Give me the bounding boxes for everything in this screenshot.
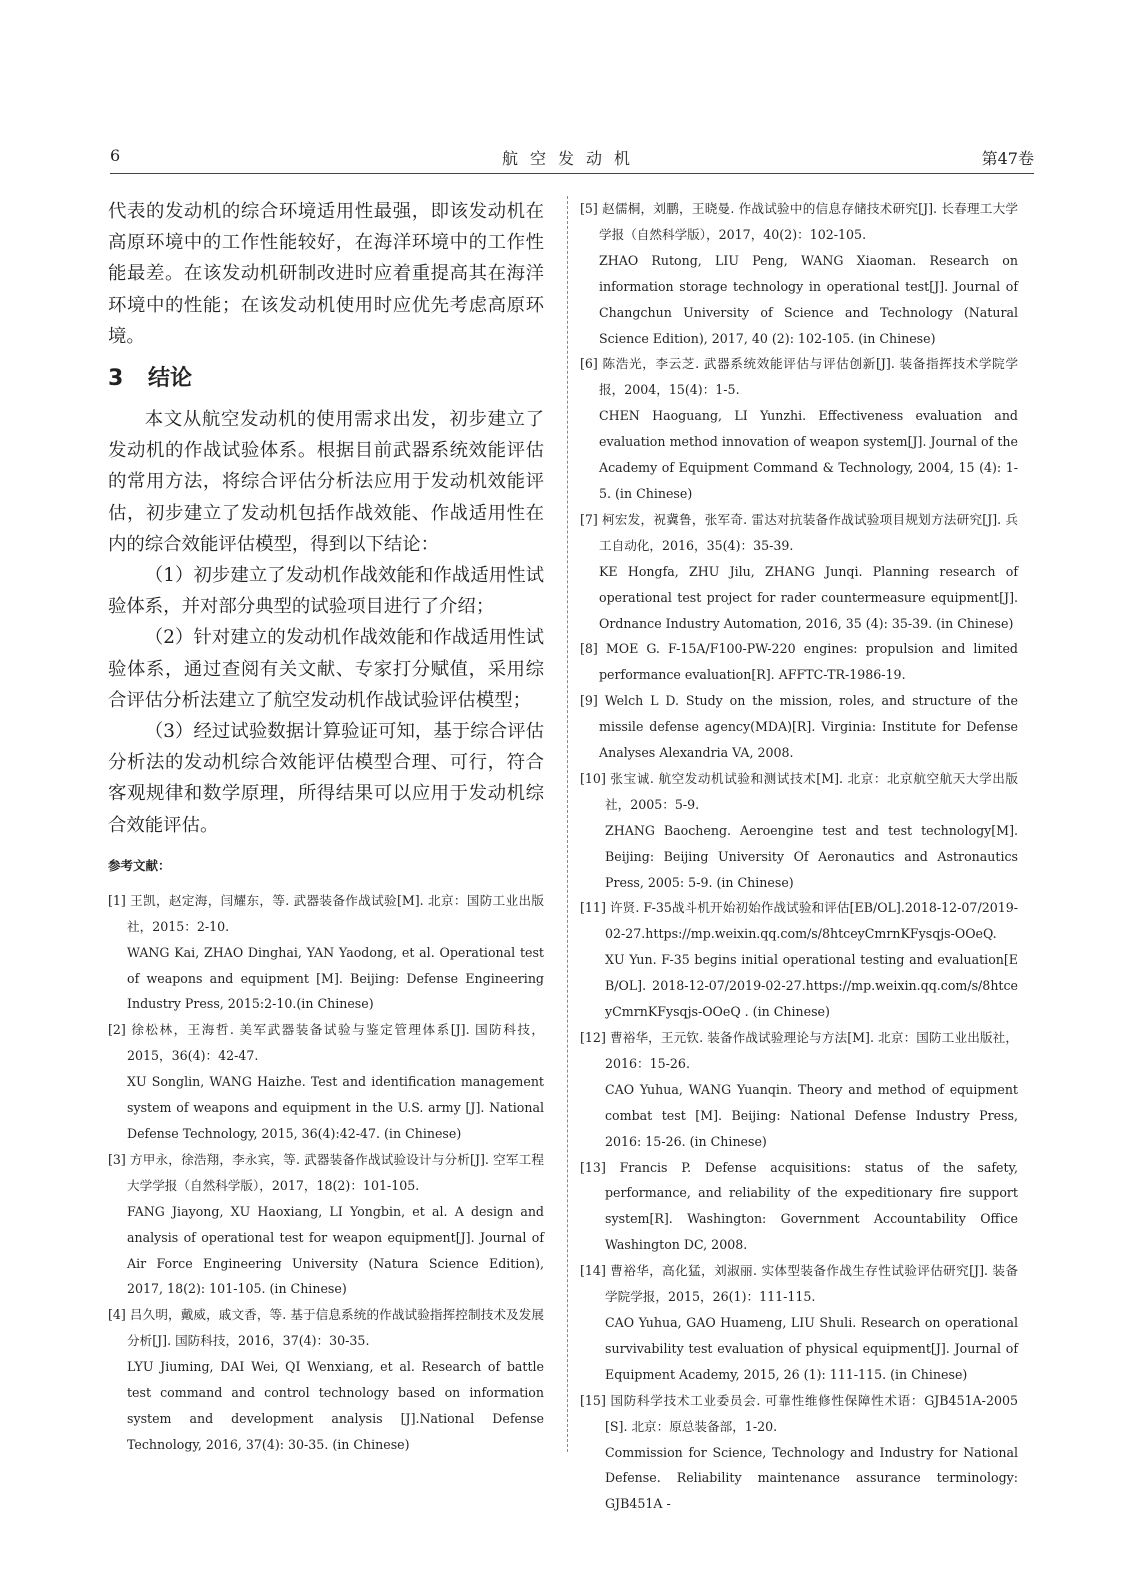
right-column [580, 196, 1018, 1517]
reference-item-english: XU Yun. F-35 begins initial operational testing and evaluation[EB/OL]. 2018-12-07/2019-02-27.https://mp.weixin.qq.com/s/8htceyCmrnKFysqjs-OOeQ . (in Chinese) [605, 952, 1018, 1020]
section-number: 3 [108, 366, 124, 392]
reference-item: [12] 曹裕华，王元钦. 装备作战试验理论与方法[M]. 北京：国防工业出版社，2016：15-26. [580, 1030, 1018, 1071]
paragraph: 本文从航空发动机的使用需求出发，初步建立了发动机的作战试验体系。根据目前武器系统效能评估的常用方法，将综合评估分析法应用于发动机效能评估，初步建立了发动机包括作战效能、作战适用性在内的综合效能评估模型，得到以下结论： [108, 409, 544, 555]
reference-item-english: FANG Jiayong, XU Haoxiang, LI Yongbin, et al. A design and analysis of operational test for weapon equipment[J]. Journal of Air Force Engineering University (Natura Science Edition), 2017, 18(2): 101-105. (in Chinese) [127, 1203, 544, 1297]
references-title: 参考文献： [108, 857, 171, 873]
body-text [108, 196, 544, 352]
reference-item-english: ZHAO Rutong, LIU Peng, WANG Xiaoman. Research on information storage technology in operational test[J]. Journal of Changchun University of Science and Technology (Natural Science Edition), 2017, 40 (2): 102-105. (in Chinese) [599, 252, 1018, 346]
volume-label: 第47卷 [981, 149, 1034, 168]
reference-item: [1] 王凯，赵定海，闫耀东，等. 武器装备作战试验[M]. 北京：国防工业出版社，2015：2-10. [108, 892, 544, 934]
reference-item-english: CAO Yuhua, WANG Yuanqin. Theory and method of equipment combat test [M]. Beijing: National Defense Industry Press, 2016: 15-26. (in Chinese) [605, 1081, 1018, 1149]
reference-item-english: CHEN Haoguang, LI Yunzhi. Effectiveness evaluation and evaluation method innovation of weapon system[J]. Journal of the Academy of Equipment Command & Technology, 2004, 15 (4): 1-5. (in Chinese) [599, 408, 1018, 501]
reference-item: [8] MOE G. F-15A/F100-PW-220 engines: propulsion and limited performance evaluation[R]. AFFTC-TR-1986-19. [580, 641, 1018, 683]
reference-item: [2] 徐松林，王海哲. 美军武器装备试验与鉴定管理体系[J]. 国防科技，2015，36(4)：42-47. [108, 1022, 544, 1064]
page-header [110, 144, 1034, 174]
reference-item-english: KE Hongfa, ZHU Jilu, ZHANG Junqi. Planning research of operational test project for rader countermeasure equipment[J]. Ordnance Industry Automation, 2016, 35 (4): 35-39. (in Chinese) [599, 563, 1018, 631]
reference-item: [13] Francis P. Defense acquisitions: status of the safety, performance, and reliability of the expeditionary fire support system[R]. Washington: Government Accountability Office Washington DC, 2008. [580, 1159, 1018, 1253]
paragraph: 代表的发动机的综合环境适用性最强，即该发动机在高原环境中的工作性能较好，在海洋环境中的工作性能最差。在该发动机研制改进时应着重提高其在海洋环境中的性能；在该发动机使用时应优先考虑高原环境。 [108, 201, 544, 347]
left-column [108, 196, 544, 1458]
reference-item-english: ZHANG Baocheng. Aeroengine test and test technology[M]. Beijing: Beijing University Of Aeronautics and Astronautics Press, 2005: 5-9. (in Chinese) [605, 822, 1018, 890]
reference-item: [10] 张宝诚. 航空发动机试验和测试技术[M]. 北京：北京航空航天大学出版社，2005：5-9. [580, 770, 1018, 812]
reference-item: [9] Welch L D. Study on the mission, roles, and structure of the missile defense agency(MDA)[R]. Virginia: Institute for Defense Analyses Alexandria VA, 2008. [580, 693, 1018, 761]
column-divider [567, 196, 568, 1452]
reference-item-english: LYU Jiuming, DAI Wei, QI Wenxiang, et al. Research of battle test command and control technology based on information system and development analysis [J].National Defense Technology, 2016, 37(4): 30-35. (in Chinese) [127, 1359, 544, 1452]
reference-item: [14] 曹裕华，高化猛，刘淑丽. 实体型装备作战生存性试验评估研究[J]. 装备学院学报，2015，26(1)：111-115. [580, 1263, 1018, 1305]
reference-item: [4] 吕久明，戴威，戚文香，等. 基于信息系统的作战试验指挥控制技术及发展分析[J]. 国防科技，2016，37(4)：30-35. [108, 1307, 544, 1349]
page-number: 6 [110, 146, 121, 165]
reference-item-english: WANG Kai, ZHAO Dinghai, YAN Yaodong, et al. Operational test of weapons and equipment [M]. Beijing: Defense Engineering Industry Press, 2015:2-10.(in Chinese) [127, 944, 544, 1012]
reference-item-english: CAO Yuhua, GAO Huameng, LIU Shuli. Research on operational survivability test evaluation of physical equipment[J]. Journal of Equipment Academy, 2015, 26 (1): 111-115. (in Chinese) [605, 1314, 1018, 1382]
reference-item: [3] 方甲永，徐浩翔，李永宾，等. 武器装备作战试验设计与分析[J]. 空军工程大学学报（自然科学版），2017，18(2)：101-105. [108, 1151, 544, 1193]
reference-item: [7] 柯宏发，祝冀鲁，张军奇. 雷达对抗装备作战试验项目规划方法研究[J]. 兵工自动化，2016，35(4)：35-39. [580, 511, 1018, 553]
reference-item: [5] 赵儒桐，刘鹏，王晓曼. 作战试验中的信息存储技术研究[J]. 长春理工大学学报（自然科学版），2017，40(2)：102-105. [580, 201, 1018, 242]
reference-item-english: Commission for Science, Technology and Industry for National Defense. Reliability maintenance assurance terminology: GJB451A - [605, 1444, 1018, 1512]
journal-name: 航空发动机 [501, 149, 642, 168]
reference-item: [15] 国防科学技术工业委员会. 可靠性维修性保障性术语：GJB451A-2005 [S]. 北京：原总装备部，1-20. [580, 1392, 1018, 1434]
reference-item: [6] 陈浩光，李云芝. 武器系统效能评估与评估创新[J]. 装备指挥技术学院学报，2004，15(4)：1-5. [580, 356, 1018, 398]
conclusion-text [108, 404, 544, 841]
section-heading [108, 362, 544, 396]
paragraph: （2）针对建立的发动机作战效能和作战适用性试验体系，通过查阅有关文献、专家打分赋值，采用综合评估分析法建立了航空发动机作战试验评估模型； [108, 627, 544, 711]
paragraph: （1）初步建立了发动机作战效能和作战适用性试验体系，并对部分典型的试验项目进行了介绍； [108, 565, 544, 618]
section-title: 结论 [148, 366, 193, 392]
reference-item: [11] 许贤. F-35战斗机开始初始作战试验和评估[EB/OL].2018-12-07/2019-02-27.https://mp.weixin.qq.com/s/8htceyCmrnKFysqjs-OOeQ. [580, 900, 1018, 942]
paragraph: （3）经过试验数据计算验证可知，基于综合评估分析法的发动机综合效能评估模型合理、可行，符合客观规律和数学原理，所得结果可以应用于发动机综合效能评估。 [108, 721, 544, 836]
reference-item-english: XU Songlin, WANG Haizhe. Test and identification management system of weapons and equipment in the U.S. army [J]. National Defense Technology, 2015, 36(4):42-47. (in Chinese) [127, 1074, 544, 1142]
